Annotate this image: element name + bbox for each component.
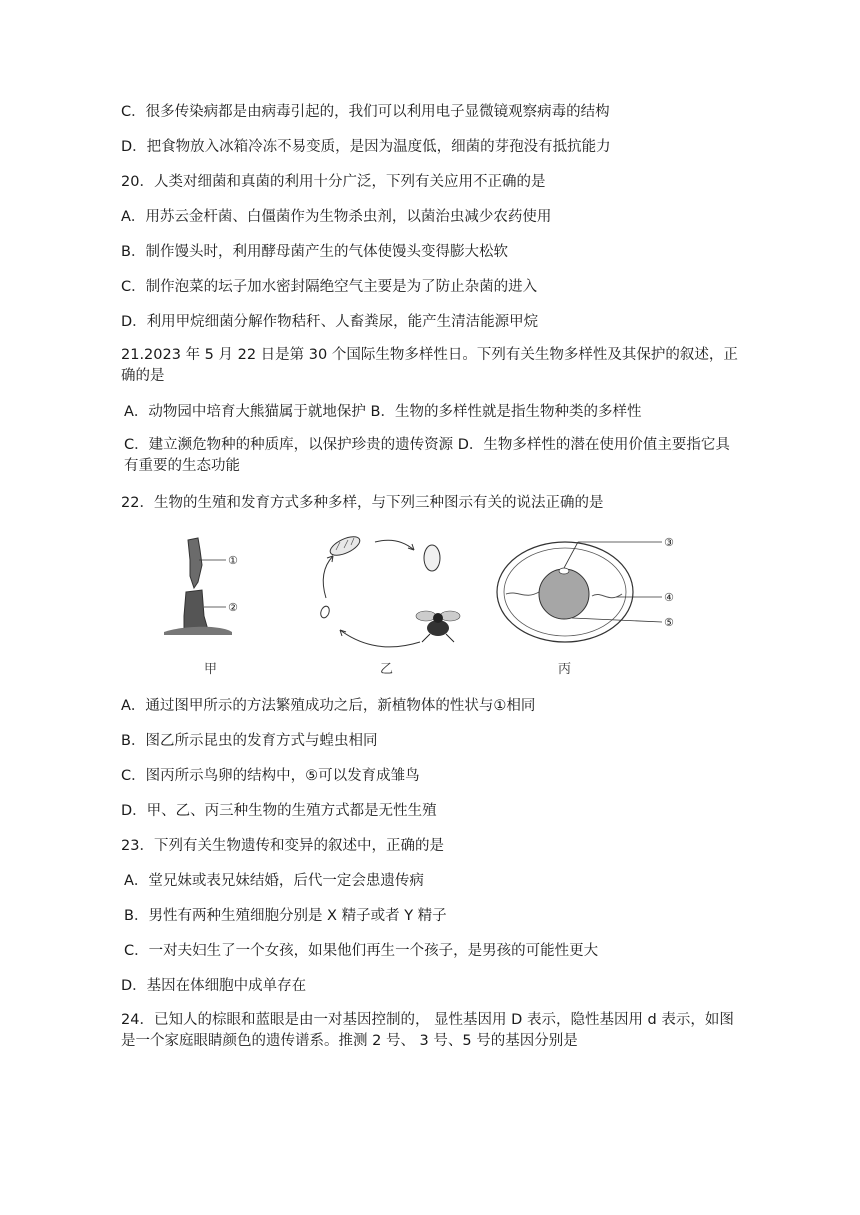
marker-5: ⑤ (664, 616, 674, 629)
label-jia: 甲 (204, 662, 218, 677)
option-22a: A．通过图甲所示的方法繁殖成功之后，新植物体的性状与①相同 (121, 698, 536, 714)
question-22: 22．生物的生殖和发育方式多种多样，与下列三种图示有关的说法正确的是 (121, 495, 604, 511)
option-21cd: C．建立濒危物种的种质库，以保护珍贵的遗传资源 D．生物多样性的潜在使用价值主要指它具有重要的生态功能 (124, 437, 730, 474)
bird-egg-diagram (497, 536, 674, 677)
marker-2: ② (228, 601, 238, 614)
option-23d: D．基因在体细胞中成单存在 (121, 978, 307, 994)
option-23c: C．一对夫妇生了一个女孩，如果他们再生一个孩子，是男孩的可能性更大 (124, 943, 599, 959)
marker-3: ③ (664, 536, 674, 549)
question-23: 23．下列有关生物遗传和变异的叙述中，正确的是 (121, 838, 444, 854)
option-20c: C．制作泡菜的坛子加水密封隔绝空气主要是为了防止杂菌的进入 (121, 279, 538, 295)
option-20d: D．利用甲烷细菌分解作物秸秆、人畜粪尿，能产生清洁能源甲烷 (121, 314, 539, 330)
question-20: 20．人类对细菌和真菌的利用十分广泛，下列有关应用不正确的是 (121, 174, 546, 190)
fly-life-cycle-diagram (319, 533, 460, 677)
option-22b: B．图乙所示昆虫的发育方式与蝗虫相同 (121, 733, 378, 749)
option-21ab: A．动物园中培育大熊猫属于就地保护 B．生物的多样性就是指生物种类的多样性 (124, 404, 642, 420)
question-24: 24．已知人的棕眼和蓝眼是由一对基因控制的， 显性基因用 D 表示，隐性基因用 d 表示，如图是一个家庭眼睛颜色的遗传谱系。推测 2 号、 3 号、5 号的基因分别是 (121, 1012, 734, 1049)
reproduction-figure (150, 520, 710, 685)
option-23a: A．堂兄妹或表兄妹结婚，后代一定会患遗传病 (124, 873, 424, 889)
option-20b: B．制作馒头时，利用酵母菌产生的气体使馒头变得膨大松软 (121, 244, 508, 260)
grafting-diagram (164, 538, 238, 677)
option-19d: D．把食物放入冰箱冷冻不易变质，是因为温度低，细菌的芽孢没有抵抗能力 (121, 139, 611, 155)
label-yi: 乙 (380, 662, 394, 677)
option-23b: B．男性有两种生殖细胞分别是 X 精子或者 Y 精子 (124, 908, 447, 924)
option-22c: C．图丙所示鸟卵的结构中，⑤可以发育成雏鸟 (121, 768, 420, 784)
question-21: 21.2023 年 5 月 22 日是第 30 个国际生物多样性日。下列有关生物多样性及其保护的叙述，正确的是 (121, 347, 738, 384)
marker-1: ① (228, 554, 238, 567)
marker-4: ④ (664, 591, 674, 604)
label-bing: 丙 (558, 662, 572, 677)
option-19c: C．很多传染病都是由病毒引起的，我们可以利用电子显微镜观察病毒的结构 (121, 104, 610, 120)
option-22d: D．甲、乙、丙三种生物的生殖方式都是无性生殖 (121, 803, 437, 819)
option-20a: A．用苏云金杆菌、白僵菌作为生物杀虫剂，以菌治虫减少农药使用 (121, 209, 552, 225)
